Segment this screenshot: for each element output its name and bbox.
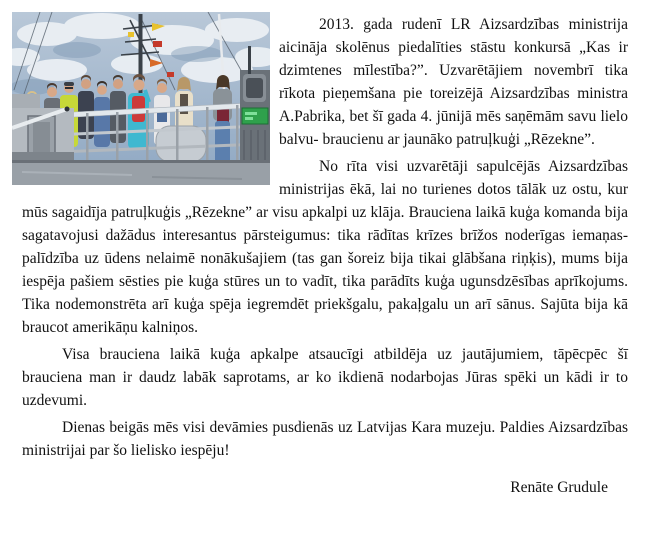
paragraph-crew: Visa brauciena laikā kuģa apkalpe atsaucīgi atbildēja uz jautājumiem, tāpēcpēc šī brauciena man ir daudz labāk saprotams, ar ko ikdienā nodarbojas Jūras spēki un kādi ir to uzdevumi. xyxy=(22,346,628,409)
paragraph-intro: 2013. gada rudenī LR Aizsardzības ministrija aicināja skolēnus piedalīties stāstu konkursā „Kas ir dzimtenes mīlestība?”. Uzvarētājiem novembrī tika rīkota pieņemšana pie toreizējā Aizsardzības ministra A.Pabrika, bet šī gada 4. jūnijā mēs saņēmām savu lielo balvu- braucienu ar jaunāko patruļkuģi „Rēzekne”. xyxy=(279,16,628,148)
signature: Renāte Grudule xyxy=(510,479,608,496)
paragraph-closing: Dienas beigās mēs visi devāmies pusdienās uz Latvijas Kara muzeju. Paldies Aizsardzības ministrijai par šo lielisko iespēju! xyxy=(22,419,628,459)
students-on-patrol-boat-photo xyxy=(12,12,270,185)
boat-photo-illustration xyxy=(12,12,270,185)
paragraph-trip: No rīta visi uzvarētāji sapulcējās Aizsardzības ministrijas ēkā, lai no turienes dotos tālāk uz ostu, kur mūs sagaidīja patruļkuģis „Rēzekne” ar visu apkalpi uz klāja. Brauciena laikā kuģa komanda bija sagatavojusi dažādus interesantus pārsteigumus: tika rādītas krīzes brīžos noderīgas iemaņas- palīdzība uz ūdens nelaimē nonākušajiem (tas gan šoreiz bija tikai glābšana riņķis), mums bija iespēja pašiem sēsties pie kuģa stūres un to vadīt, tika parādīts kuģa ugunsdzēsības aprīkojums. Tika nodemonstrēta arī kuģa spēja iegremdēt priekšgalu, pakaļgalu un arī sānus. Sajūta bija kā braucot amerikāņu kalniņos. xyxy=(22,158,628,336)
